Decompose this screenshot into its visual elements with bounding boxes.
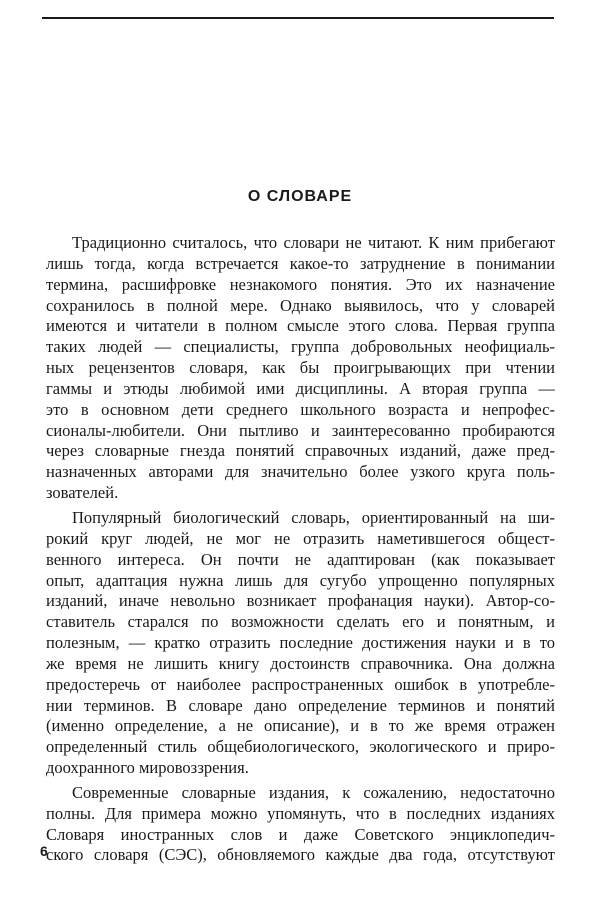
- text-line: таких людей — специалисты, группа добровольных неофициаль-: [46, 337, 555, 357]
- text-line: венного интереса. Он почти не адаптирован (как показывает: [46, 549, 555, 569]
- text-line: лишь тогда, когда встречается какое-то затруднение в понимании: [46, 253, 555, 273]
- text-line: гаммы и этюды любимой ими дисциплины. А вторая группа —: [46, 378, 555, 398]
- text-line: зователей.: [46, 483, 119, 503]
- text-line: изданий, иначе невольно возникает профанация науки). Автор-со-: [46, 591, 555, 611]
- text-line: нии терминов. В словаре дано определение терминов и понятий: [46, 695, 555, 715]
- text-line: назначенных авторами для значительно более узкого круга поль-: [46, 462, 555, 482]
- text-line: доохранного мировоззрения.: [46, 758, 249, 778]
- text-line: ставитель старался по возможности сделать его и понятным, и: [46, 612, 555, 632]
- text-line: же время не лишить книгу достоинств справочника. Она должна: [46, 653, 555, 673]
- text-line: предостеречь от наиболее распространенных ошибок в употребле-: [46, 674, 555, 694]
- text-line: полезным, — кратко отразить последние достижения науки и в то: [46, 633, 555, 653]
- article-body: [46, 233, 555, 866]
- text-line: рокий круг людей, не мог не отразить наметившегося общест-: [46, 528, 555, 548]
- header-rule: [42, 17, 554, 19]
- text-line: ского словаря (СЭС), обновляемого каждые два года, отсутствуют: [46, 845, 555, 865]
- text-line: полны. Для примера можно упомянуть, что в последних изданиях: [46, 803, 555, 823]
- text-line: опыт, адаптация нужна лишь для сугубо упрощенно популярных: [46, 570, 555, 590]
- paragraph: [46, 783, 555, 866]
- text-line: через словарные гнезда понятий справочных изданий, даже пред-: [46, 441, 555, 461]
- text-line: сохранилось в полной мере. Однако выявилось, что у словарей: [46, 295, 555, 315]
- page-title: О СЛОВАРЕ: [247, 188, 353, 205]
- text-line: (именно определение, а не описание), и в то же время отражен: [46, 716, 555, 736]
- text-line: ных рецензентов словаря, как бы проигрывающих при чтении: [46, 358, 555, 378]
- paragraph: [46, 233, 555, 504]
- paragraph: [46, 508, 555, 779]
- text-line: сионалы-любители. Они пытливо и заинтересованно пробираются: [46, 420, 555, 440]
- text-line: Традиционно считалось, что словари не читают. К ним прибегают: [72, 233, 555, 252]
- text-line: Современные словарные издания, к сожалению, недостаточно: [72, 782, 555, 802]
- text-line: Словаря иностранных слов и даже Советского энциклопедич-: [46, 824, 555, 844]
- text-line: Популярный биологический словарь, ориентированный на ши-: [72, 507, 555, 527]
- page-number: 6: [40, 843, 48, 859]
- text-line: определенный стиль общебиологического, экологического и приро-: [46, 737, 555, 757]
- text-line: термина, расшифровке незнакомого понятия. Это их назначение: [46, 274, 555, 294]
- text-line: имеются и читатели в полном смысле этого слова. Первая группа: [46, 316, 555, 336]
- text-line: это в основном дети среднего школьного возраста и непрофес-: [46, 399, 555, 419]
